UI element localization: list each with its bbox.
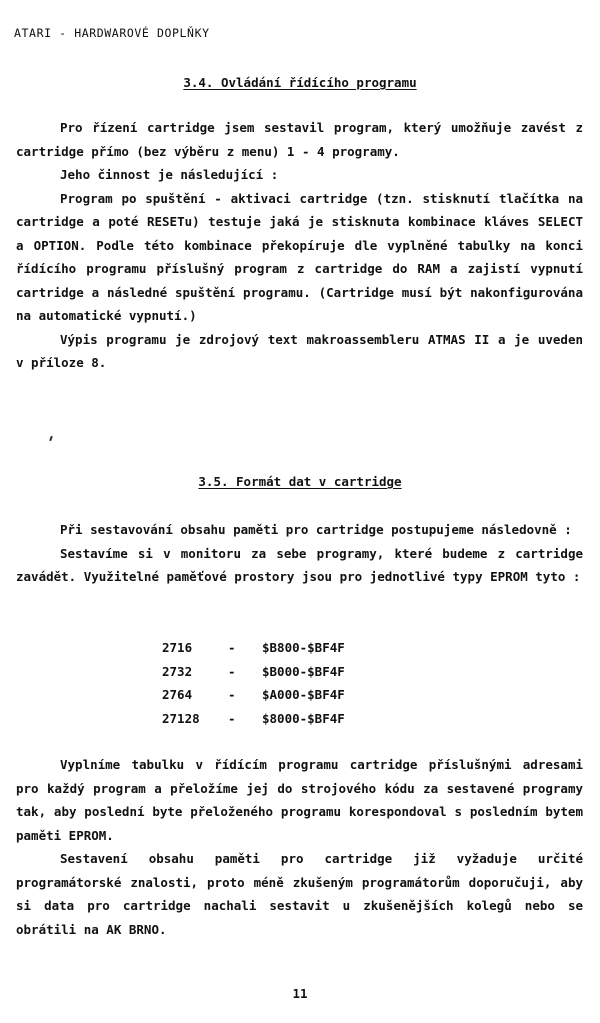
eprom-range: $8000-$BF4F: [262, 710, 345, 726]
paragraph: Pro řízení cartridge jsem sestavil program, který umožňuje zavést z cartridge přímo (bez výběru z menu) 1 - 4 programy.: [16, 120, 583, 159]
section-3-5-body-after: [16, 753, 583, 941]
eprom-type: 27128: [162, 710, 200, 726]
table-row: [162, 683, 382, 707]
page-number: 11: [292, 986, 308, 1001]
paragraph: Vyplníme tabulku v řídícím programu cartridge příslušnými adresami pro každý program a přeložíme jej do strojového kódu za sestavené programy tak, aby poslední byte přeloženého programu korespondoval s posledním bytem paměti EPROM.: [16, 757, 583, 843]
eprom-type: 2764: [162, 687, 193, 702]
eprom-dash: -: [228, 710, 236, 726]
section-heading-3-4: 3.4. Ovládání řídícího programu: [183, 75, 417, 90]
section-heading-3-5: 3.5. Formát dat v cartridge: [198, 474, 402, 489]
table-row: [162, 636, 382, 660]
eprom-range: $A000-$BF4F: [262, 687, 345, 702]
table-row: [162, 707, 382, 731]
paragraph: Program po spuštění - aktivaci cartridge (tzn. stisknutí tlačítka na cartridge a poté RESETu) testuje jaká je stisknuta kombinace kláves SELECT a OPTION. Podle této kombinace překopíruje dle vyplněné tabulky na konci řídícího programu příslušný program z cartridge do RAM a zajistí vypnutí cartridge a následné spuštění programu. (Cartridge musí být nakonfigurována na automatické vypnutí.): [16, 190, 583, 323]
section-3-4-body: [16, 116, 583, 375]
eprom-range: $B000-$BF4F: [262, 663, 345, 679]
paragraph: Sestavení obsahu paměti pro cartridge již vyžaduje určité programátorské znalosti, proto méně zkušeným programátorům doporučuji, aby si data pro cartridge nachali sestavit u zkušenějších kolegů nebo se obrátili na AK BRNO.: [16, 851, 583, 937]
table-row: [162, 660, 382, 684]
eprom-dash: -: [228, 640, 236, 655]
paragraph: Jeho činnost je následující :: [60, 167, 279, 182]
eprom-type: 2716: [162, 640, 193, 655]
eprom-range: $B800-$BF4F: [262, 640, 345, 655]
eprom-type: 2732: [162, 663, 193, 679]
running-header: ATARI - HARDWAROVÉ DOPLŇKY: [14, 26, 210, 40]
eprom-dash: -: [228, 687, 236, 702]
paragraph: Sestavíme si v monitoru za sebe programy, které budeme z cartridge zavádět. Využitelné paměťové prostory jsou pro jednotlivé typy EPROM tyto :: [16, 545, 583, 584]
scan-speck: [49, 436, 53, 441]
eprom-memory-table: [162, 636, 382, 730]
eprom-dash: -: [228, 663, 236, 679]
paragraph: Výpis programu je zdrojový text makroassembleru ATMAS II a je uveden v příloze 8.: [16, 331, 583, 370]
section-3-5-body: [16, 518, 583, 589]
paragraph: Při sestavování obsahu paměti pro cartridge postupujeme následovně :: [60, 522, 572, 537]
